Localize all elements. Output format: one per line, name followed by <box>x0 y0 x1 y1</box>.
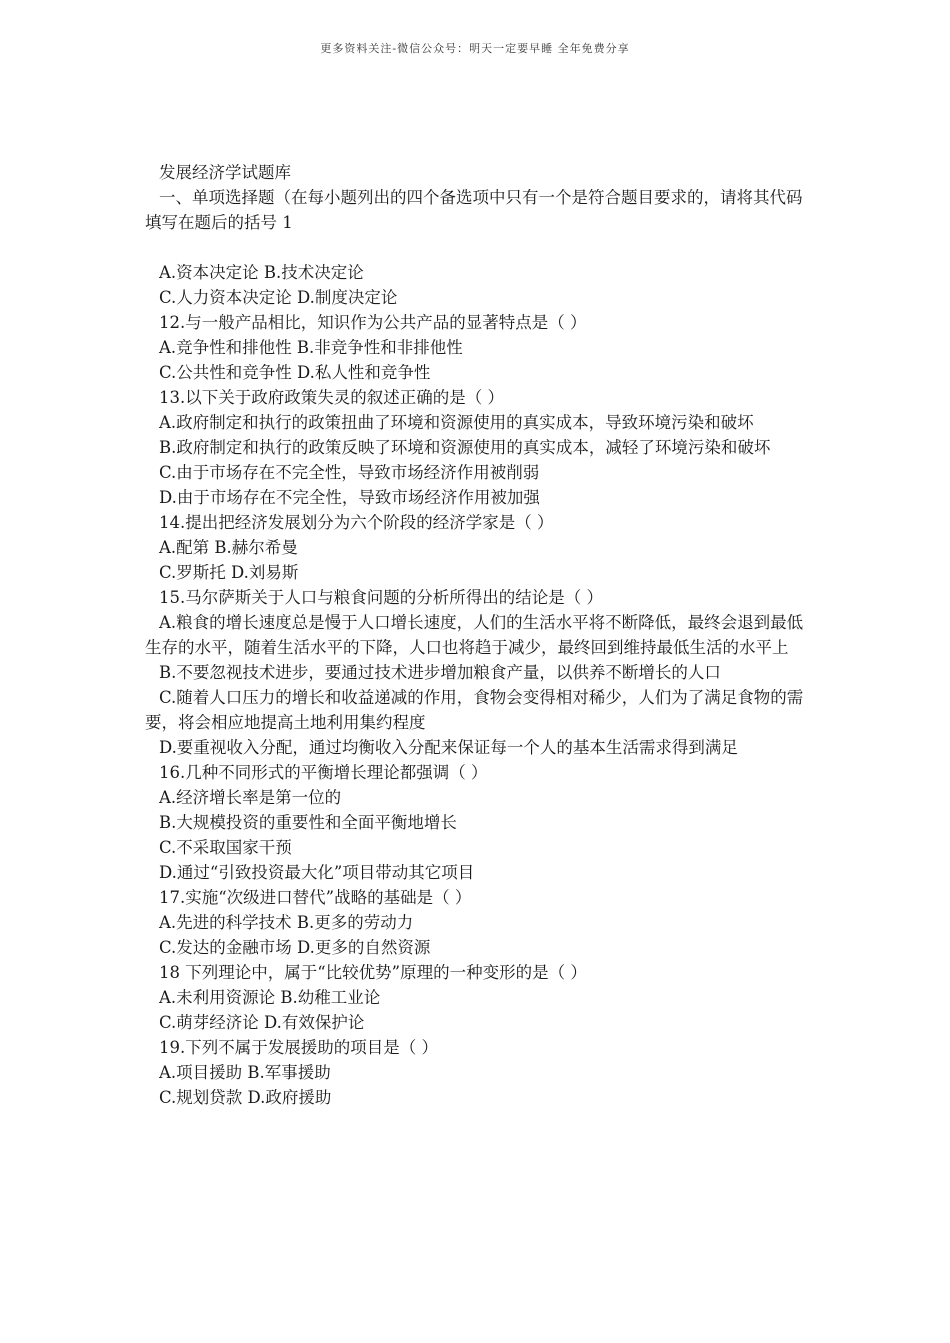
q13-option-d: D.由于市场存在不完全性，导致市场经济作用被加强 <box>159 488 540 507</box>
q18-options-cd: C.萌芽经济论 D.有效保护论 <box>159 1013 365 1032</box>
q13-option-c: C.由于市场存在不完全性，导致市场经济作用被削弱 <box>159 463 540 482</box>
q17-options-ab: A.先进的科学技术 B.更多的劳动力 <box>159 913 414 932</box>
q16-option-c: C.不采取国家干预 <box>159 838 292 857</box>
q16-stem: 16.几种不同形式的平衡增长理论都强调（ ） <box>159 763 488 782</box>
q13-option-b: B.政府制定和执行的政策反映了环境和资源使用的真实成本，减轻了环境污染和破坏 <box>159 438 771 457</box>
document-body <box>145 160 815 1110</box>
q14-options-ab: A.配第 B.赫尔希曼 <box>159 538 298 557</box>
q17-stem: 17.实施“次级进口替代”战略的基础是（ ） <box>159 888 472 907</box>
q15-option-a: A.粮食的增长速度总是慢于人口增长速度，人们的生活水平将不断降低，最终会退到最低生存的水平，随着生活水平的下降，人口也将趋于减少，最终回到维持最低生活的水平上 <box>145 613 804 657</box>
q14-stem: 14.提出把经济发展划分为六个阶段的经济学家是（ ） <box>159 513 554 532</box>
q19-stem: 19.下列不属于发展援助的项目是（ ） <box>159 1038 438 1057</box>
q12-stem: 12.与一般产品相比，知识作为公共产品的显著特点是（ ） <box>159 313 587 332</box>
q14-options-cd: C.罗斯托 D.刘易斯 <box>159 563 299 582</box>
q12-options-ab: A.竞争性和排他性 B.非竞争性和非排他性 <box>159 338 463 357</box>
q15-option-c: C.随着人口压力的增长和收益递减的作用，食物会变得相对稀少，人们为了满足食物的需要，将会相应地提高土地利用集约程度 <box>145 688 804 732</box>
q19-options-ab: A.项目援助 B.军事援助 <box>159 1063 331 1082</box>
header-note: 更多资料关注-微信公众号：明天一定要早睡 全年免费分享 <box>320 42 630 55</box>
blank-line <box>145 235 815 260</box>
q15-stem: 15.马尔萨斯关于人口与粮食问题的分析所得出的结论是（ ） <box>159 588 603 607</box>
q19-options-cd: C.规划贷款 D.政府援助 <box>159 1088 332 1107</box>
q15-option-d: D.要重视收入分配，通过均衡收入分配来保证每一个人的基本生活需求得到满足 <box>159 738 738 757</box>
q11-options-ab: A.资本决定论 B.技术决定论 <box>159 263 364 282</box>
q13-option-a: A.政府制定和执行的政策扭曲了环境和资源使用的真实成本，导致环境污染和破坏 <box>159 413 754 432</box>
q13-stem: 13.以下关于政府政策失灵的叙述正确的是（ ） <box>159 388 504 407</box>
q15-option-b: B.不要忽视技术进步，要通过技术进步增加粮食产量，以供养不断增长的人口 <box>159 663 721 682</box>
q18-options-ab: A.未利用资源论 B.幼稚工业论 <box>159 988 381 1007</box>
q11-options-cd: C.人力资本决定论 D.制度决定论 <box>159 288 398 307</box>
document-title: 发展经济学试题库 <box>159 163 291 182</box>
q16-option-d: D.通过“引致投资最大化”项目带动其它项目 <box>159 863 475 882</box>
q17-options-cd: C.发达的金融市场 D.更多的自然资源 <box>159 938 431 957</box>
q16-option-a: A.经济增长率是第一位的 <box>159 788 342 807</box>
q18-stem: 18 下列理论中，属于“比较优势”原理的一种变形的是（ ） <box>159 963 587 982</box>
section-title: 一、单项选择题（在每小题列出的四个备选项中只有一个是符合题目要求的，请将其代码填写在题后的括号 1 <box>145 188 803 232</box>
q12-options-cd: C.公共性和竞争性 D.私人性和竞争性 <box>159 363 431 382</box>
q16-option-b: B.大规模投资的重要性和全面平衡地增长 <box>159 813 457 832</box>
